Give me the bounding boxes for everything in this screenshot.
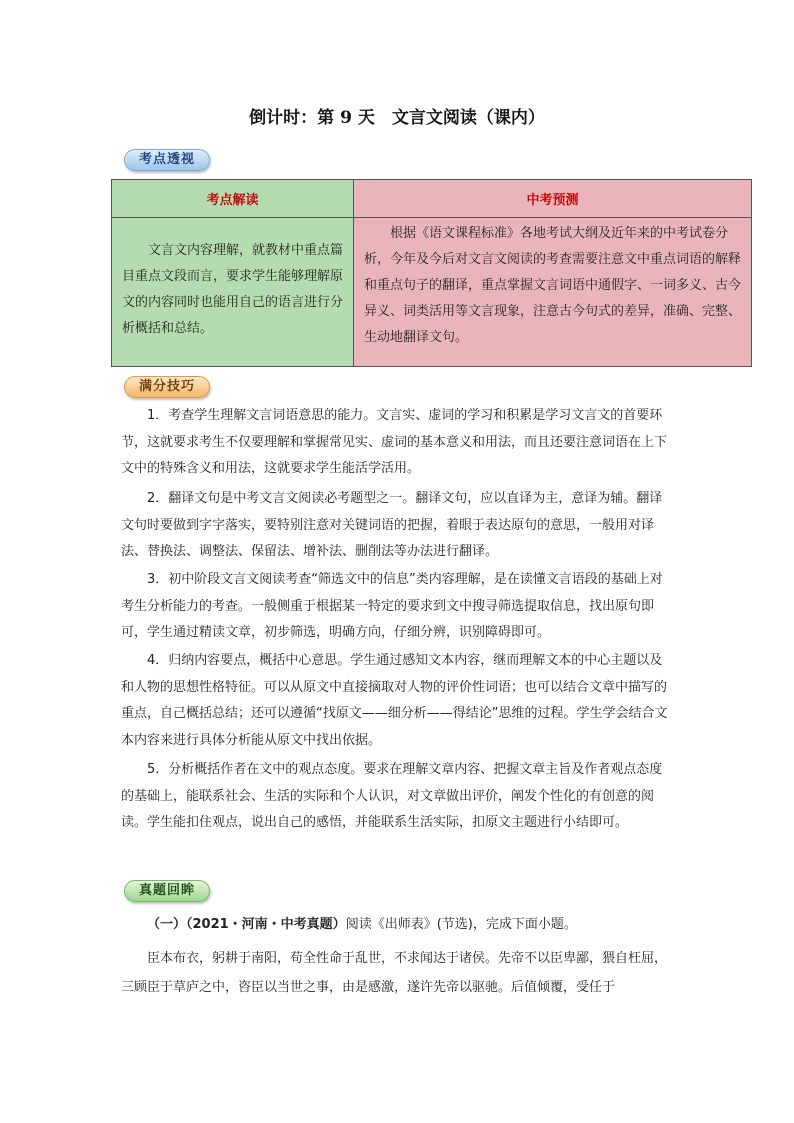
table-header-kaodian: 考点解读 <box>112 180 354 218</box>
tip-paragraph-2: 2．翻译文句是中考文言文阅读必考题型之一。翻译文句，应以直译为主，意译为辅。翻译文句时要做到字字落实，要特别注意对关键词语的把握，着眼于表达原句的意思，一般用对译法、替换法、调整法、保留法、增补法、删削法等办法进行翻译。 <box>121 491 663 559</box>
classical-passage: 臣本布衣，躬耕于南阳，苟全性命于乱世，不求闻达于诸侯。先帝不以臣卑鄙，猥自枉屈，三顾臣于草庐之中，咨臣以当世之事，由是感激，遂许先帝以驱驰。后值倾覆，受任于 <box>121 951 668 995</box>
page-title: 倒计时：第 9 天 文言文阅读（课内） <box>249 108 545 128</box>
section-badge-zhenti: 真题回眸 <box>124 880 210 902</box>
tip-paragraph-4: 4．归纳内容要点，概括中心意思。学生通过感知文本内容，继而理解文本的中心主题以及和人物的思想性格特征。可以从原文中直接摘取对人物的评价性词语；也可以结合文章中描写的重点，自己概括总结；还可以遵循“找原文——细分析——得结论”思维的过程。学生学会结合文本内容来进行具体分析能从原文中找出依据。 <box>121 653 668 748</box>
table-header-yuce: 中考预测 <box>354 180 752 218</box>
question-source: （一）（2021・河南・中考真题） <box>147 917 346 932</box>
exam-analysis-table <box>111 179 752 367</box>
kaodian-text: 文言文内容理解，就教材中重点篇目重点文段而言，要求学生能够理解原文的内容同时也能用自己的语言进行分析概括和总结。 <box>122 243 344 336</box>
tip-paragraph-5: 5．分析概括作者在文中的观点态度。要求在理解文章内容、把握文章主旨及作者观点态度的基础上，能联系社会、生活的实际和个人认识，对文章做出评价，阐发个性化的有创意的阅读。学生能扣住观点，说出自己的感悟，并能联系生活实际，扣原文主题进行小结即可。 <box>121 762 663 830</box>
table-cell-kaodian <box>112 218 354 367</box>
question-instruction: 阅读《出师表》(节选)，完成下面小题。 <box>345 917 577 932</box>
tip-paragraph-3: 3．初中阶段文言文阅读考查“筛选文中的信息”类内容理解，是在读懂文言语段的基础上对考生分析能力的考查。一般侧重于根据某一特定的要求到文中搜寻筛选提取信息，找出原句即可，学生通过精读文章，初步筛选，明确方向，仔细分辨，识别障碍即可。 <box>121 572 663 640</box>
yuce-text: 根据《语文课程标准》各地考试大纲及近年来的中考试卷分析，今年及今后对文言文阅读的考查需要注意文中重点词语的解释和重点句子的翻译，重点掌握文言词语中通假字、一词多义、古今异义、词类活用等文言现象，注意古今句式的差异，准确、完整、生动地翻译文句。 <box>364 226 742 345</box>
section-badge-manfen: 满分技巧 <box>124 376 210 398</box>
question-intro <box>121 912 671 939</box>
table-cell-yuce <box>354 218 752 367</box>
section-badge-kaodian: 考点透视 <box>124 149 210 171</box>
tip-paragraph-1: 1．考查学生理解文言词语意思的能力。文言实、虚词的学习和积累是学习文言文的首要环节，这就要求考生不仅要理解和掌握常见实、虚词的基本意义和用法，而且还要注意词语在上下文中的特殊含义和用法，这就要求学生能活学活用。 <box>121 408 668 476</box>
